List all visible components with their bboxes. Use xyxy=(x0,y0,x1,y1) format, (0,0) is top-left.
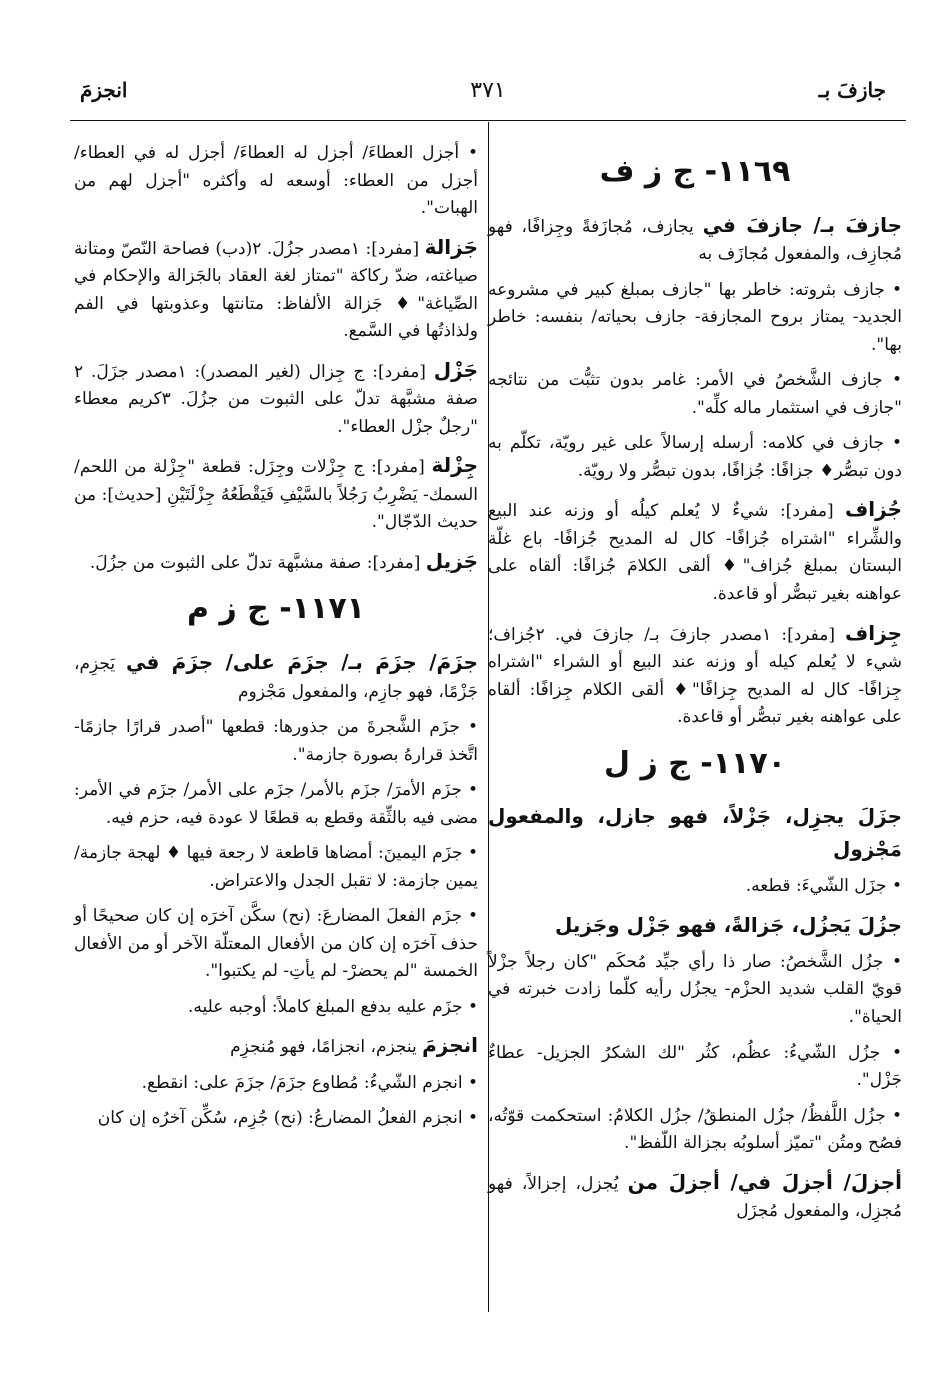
page-header xyxy=(70,68,906,112)
sense-paragraph: • أجزل العطاءَ/ أجزل له العطاءَ/ أجزل له في العطاء/ أجزل من العطاء: أوسعه له وأكثره "أجزل لهم من الهبات". xyxy=(74,140,478,223)
sense-paragraph: • انجزم الفعلُ المضارعُ: (نح) جُزِم، سُكِّن آخرُه إن كان xyxy=(74,1105,478,1133)
headword: جازفَ بـ/ جازفَ في xyxy=(702,212,903,237)
entry-paragraph: انجزمَ ينجزم، انجزامًا، فهو مُنجزِم xyxy=(230,1033,478,1058)
right-column xyxy=(488,140,902,1234)
sense-paragraph: • جزَم الفعلَ المضارعَ: (نح) سكَّن آخرَه إن كان صحيحًا أو حذف آخرَه إن كان من الأفعال المعتلّة الآخر أو من الأفعال الخمسة "لم يحضرْ- لم يأتِ- لم يكتبوا". xyxy=(74,903,478,986)
headword: جَزْل xyxy=(433,357,479,382)
header-last-entry: انجزمَ xyxy=(80,78,128,102)
entry-paragraph: جِزاف [مفرد]: ١مصدر جازفَ بـ/ جازفَ في. ٢جُزاف؛ شيء لا يُعلم كيله أو وزنه عند البيع أو الشراء "اشتراه جِزافًا- كال له المديح جِزافًا"♦ ألقى الكلام جِزافًا: ألقاه على عواهنه بغير تبصُّر أو قاعدة. xyxy=(488,620,902,728)
left-column xyxy=(74,140,478,1141)
entry-paragraph: جَزيل [مفرد]: صفة مشبَّهة تدلّ على الثبوت من جزُلَ. xyxy=(89,548,478,573)
headword: أجزلَ/ أجزلَ في/ أجزلَ من xyxy=(627,1169,902,1194)
headword: جَزالة xyxy=(424,234,478,259)
headword: جُزاف xyxy=(845,497,902,522)
sense-paragraph: • جزَم عليه بدفع المبلغ كاملاً: أوجبه عليه. xyxy=(74,994,478,1022)
root-heading-1170: ١١٧٠- ج ز ل xyxy=(604,745,786,781)
entry-paragraph: أجزلَ/ أجزلَ في/ أجزلَ من يُجزل، إجزالاً، فهو مُجزِل، والمفعول مُجزَل xyxy=(488,1169,902,1222)
headword: جِزْلة xyxy=(431,453,478,478)
sense-paragraph: • جزُل الشَّخصُ: صار ذا رأي جيِّد مُحكَم "كان رجلاً جزْلاً قويّ القلب شديد الحزْم- يجزُل رأيه كلّما زادت خبرته في الحياة". xyxy=(488,949,902,1032)
sense-paragraph: • جزُل الشّيءُ: عظُم، كثُر "لك الشكرُ الجزيل- عطاءٌ جَزْل". xyxy=(488,1040,902,1095)
headword: جَزيل xyxy=(425,548,478,573)
header-first-entry: جازفَ بـ xyxy=(818,78,886,102)
headword: جِزاف xyxy=(845,620,902,645)
sense-paragraph: • جزَم الشَّجرةَ من جذورها: قطعها "أصدر قرارًا جازمًا- اتَّخذ قرارهُ بصورة جازمة". xyxy=(74,714,478,769)
page-number: ٣٧١ xyxy=(470,78,506,103)
sense-paragraph: • جزَل الشّيءَ: قطعه. xyxy=(488,873,902,901)
sense-paragraph: • جازف الشَّخصُ في الأمر: غامر بدون تثبُّت من نتائجه "جازف في استثمار ماله كلِّه". xyxy=(488,367,902,422)
headword: جزَمَ/ جزَمَ بـ/ جزَمَ على/ جزَمَ في xyxy=(125,650,479,675)
entry-paragraph: جازفَ بـ/ جازفَ في يجازف، مُجازَفةً وجِزافًا، فهو مُجازِف، والمفعول مُجازَف به xyxy=(488,212,903,265)
entry-paragraph: جَزْل [مفرد]: ج جِزال (لغير المصدر): ١مصدر جزَلَ. ٢ صفة مشبَّهة تدلّ على الثبوت من جزُلَ. ٣كريم معطاء "رجلٌ جزْل العطاء". xyxy=(74,357,479,437)
root-heading-1169: ١١٦٩- ج ز ف xyxy=(599,154,791,189)
sense-paragraph: • جازف بثروته: خاطر بها "جازف بمبلغ كبير في مشروعه الجديد- يمتاز بروح المجازفة- جازف بحياته/ بنفسه: خاطر بها". xyxy=(488,277,902,360)
entry-paragraph: جَزالة [مفرد]: ١مصدر جزُلَ. ٢(دب) فصاحة النّصّ ومتانة صياغته، ضدّ ركاكة "تمتاز لغة العقاد بالجَزالة والإحكام في الصِّياغة"♦ جَزالة الألفاظ: متانتها وعذوبتها في الفم ولذاذتُها في السَّمع. xyxy=(74,234,478,342)
entry-paragraph: جزَمَ/ جزَمَ بـ/ جزَمَ على/ جزَمَ في يَجزِم، جَزْمًا، فهو جازِم، والمفعول مَجْزوم xyxy=(74,650,479,702)
headword: جزُلَ يَجزُل، جَزالةً، فهو جَزْل وجَزيل xyxy=(555,912,902,937)
headword: جزَلَ يجزِل، جَزْلاً، فهو جازل، والمفعول مَجْزول xyxy=(488,804,902,861)
sense-paragraph: • انجزم الشّيءُ: مُطاوع جزَمَ/ جزَمَ على: انقطع. xyxy=(74,1070,478,1098)
entry-paragraph: جِزْلة [مفرد]: ج جِزْلات وجِزَل: قطعة "جِزْلة من اللحم/ السمك- يَضْرِبُ رَجُلاً بالسَّيْفِ فَيَقْطَعُهُ جِزْلَتَيْنِ [حديث]: من حديث الدّجّال". xyxy=(74,453,478,533)
root-heading-1171: ١١٧١- ج ز م xyxy=(187,591,365,627)
sense-paragraph: • جزَم اليمينَ: أمضاها قاطعة لا رجعة فيها ♦ لهجة جازمة/ يمين جازمة: لا تقبل الجدل والاعتراض. xyxy=(74,840,478,895)
headword: انجزمَ xyxy=(422,1033,478,1058)
sense-paragraph: • جازف في كلامه: أرسله إرسالاً على غير رويّة، تكلّم به دون تبصُّر♦ جزافًا: جُزافًا، بدون تبصُّر ولا رويّة. xyxy=(488,430,902,485)
sense-paragraph: • جزُل اللَّفظُ/ جزُل المنطقُ/ جزُل الكلامُ: استحكمت قوّتُه، فصُح ومتُن "تميّز أسلوبُه بجزالة اللّفظ". xyxy=(488,1103,902,1158)
header-rule xyxy=(70,120,906,121)
sense-paragraph: • جزَم الأمرَ/ جزَم بالأمر/ جزَم على الأمر/ جزَم في الأمر: مضى فيه بالثِّقة وقطع به قطعًا لا عودة فيه، حزم فيه. xyxy=(74,777,478,832)
entry-paragraph: جُزاف [مفرد]: شيءٌ لا يُعلم كيلُه أو وزنه عند البيع والشِّراء "اشتراه جُزافًا- كال له المديح جُزافًا- باع غلّة البستان بمبلغ جُزاف"♦ ألقى الكلامَ جُزافًا: ألقاه على عواهنه بغير تبصُّر أو قاعدة. xyxy=(488,497,902,604)
